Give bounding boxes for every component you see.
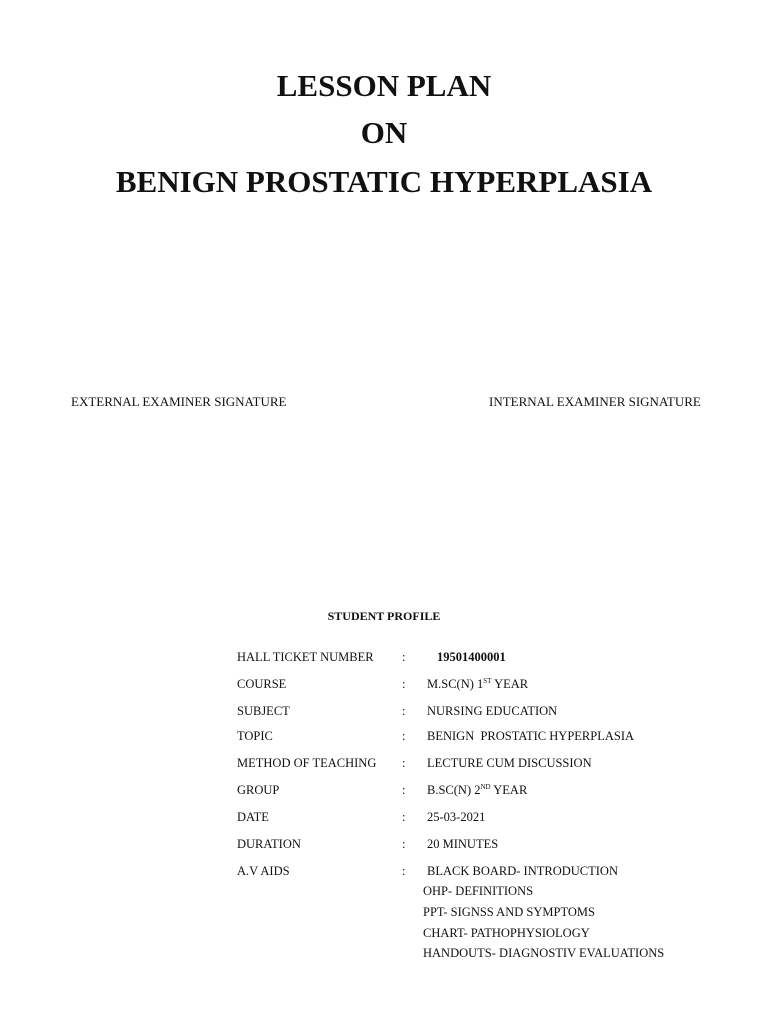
av-aid-item: HANDOUTS- DIAGNOSTIV EVALUATIONS [423, 946, 665, 960]
row-value: BENIGN PROSTATIC HYPERPLASIA [427, 729, 635, 743]
row-separator: : [402, 756, 406, 770]
profile-row-subject [0, 703, 768, 719]
row-separator: : [402, 783, 406, 797]
profile-row-date [0, 809, 768, 825]
row-value: 19501400001 [437, 650, 506, 664]
student-profile-heading: STUDENT PROFILE [327, 609, 441, 623]
row-separator: : [402, 864, 406, 878]
profile-row-hall-ticket [0, 649, 768, 665]
row-value: 25-03-2021 [427, 810, 486, 824]
row-label: COURSE [237, 677, 287, 691]
row-value: NURSING EDUCATION [427, 704, 558, 718]
row-separator: : [402, 837, 406, 851]
profile-row-topic [0, 728, 768, 744]
internal-examiner-signature: INTERNAL EXAMINER SIGNATURE [489, 394, 701, 409]
profile-row-method [0, 755, 768, 771]
row-label: TOPIC [237, 729, 273, 743]
av-aid-item: BLACK BOARD- INTRODUCTION [427, 864, 618, 878]
row-label: HALL TICKET NUMBER [237, 650, 374, 664]
external-examiner-signature: EXTERNAL EXAMINER SIGNATURE [71, 394, 287, 409]
row-separator: : [402, 677, 406, 691]
profile-row-duration [0, 836, 768, 852]
av-aid-item: OHP- DEFINITIONS [423, 884, 534, 898]
row-separator: : [402, 704, 406, 718]
row-label: DATE [237, 810, 269, 824]
title-line-3: BENIGN PROSTATIC HYPERPLASIA [115, 164, 653, 199]
row-label: METHOD OF TEACHING [237, 756, 377, 770]
profile-row-av-aids [0, 863, 768, 879]
row-label: SUBJECT [237, 704, 290, 718]
row-value: 20 MINUTES [427, 837, 499, 851]
row-label: GROUP [237, 783, 280, 797]
row-value: M.SC(N) 1ST YEAR [427, 677, 529, 691]
title-line-1: LESSON PLAN [276, 68, 492, 103]
row-label: A.V AIDS [237, 864, 290, 878]
row-value: LECTURE CUM DISCUSSION [427, 756, 592, 770]
av-aid-item: CHART- PATHOPHYSIOLOGY [423, 926, 590, 940]
row-separator: : [402, 650, 406, 664]
row-separator: : [402, 810, 406, 824]
av-aid-item: PPT- SIGNSS AND SYMPTOMS [423, 905, 595, 919]
title-line-2: ON [360, 115, 408, 150]
profile-row-group [0, 782, 768, 798]
row-value: B.SC(N) 2ND YEAR [427, 783, 528, 797]
row-separator: : [402, 729, 406, 743]
profile-row-course [0, 676, 768, 692]
row-label: DURATION [237, 837, 301, 851]
